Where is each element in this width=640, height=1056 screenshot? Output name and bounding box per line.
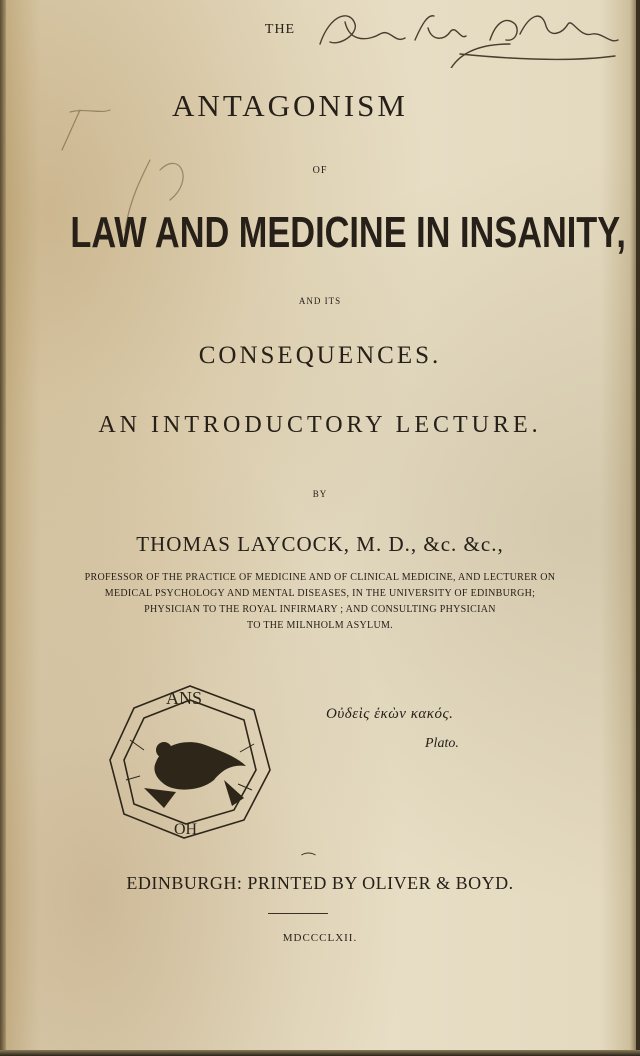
svg-text:OH: OH bbox=[174, 821, 198, 838]
title-consequences: CONSEQUENCES. bbox=[198, 342, 442, 369]
credentials-line: TO THE MILNHOLM ASYLUM. bbox=[247, 620, 393, 631]
page-edge-right bbox=[636, 0, 640, 1056]
credentials-line: PROFESSOR OF THE PRACTICE OF MEDICINE AND OF CLINICAL MEDICINE, AND LECTURER ON bbox=[84, 572, 556, 583]
epigraph: Οὐδεὶς ἑκὼν κακός. bbox=[326, 706, 454, 722]
page-edge-bottom bbox=[0, 1050, 640, 1056]
publication-date: MDCCCLXII. bbox=[282, 932, 358, 944]
epigraph-attribution: Plato. bbox=[425, 736, 459, 751]
seal-top-text: ANS bbox=[166, 688, 203, 708]
byline-by: BY bbox=[312, 489, 328, 499]
divider-rule bbox=[268, 913, 328, 914]
author-credentials bbox=[0, 570, 640, 634]
title-the: THE bbox=[264, 22, 296, 37]
credentials-line: PHYSICIAN TO THE ROYAL INFIRMARY ; AND CONSULTING PHYSICIAN bbox=[144, 604, 496, 615]
title-of: OF bbox=[312, 165, 328, 176]
page-edge-left bbox=[0, 0, 6, 1056]
printer-device-seal-icon bbox=[104, 680, 276, 842]
title-and-its: AND ITS bbox=[298, 296, 342, 306]
author-name: THOMAS LAYCOCK, M. D., &c. &c., bbox=[136, 532, 504, 556]
title-antagonism: ANTAGONISM bbox=[172, 88, 408, 123]
subtitle-lecture: AN INTRODUCTORY LECTURE. bbox=[98, 412, 542, 438]
main-title: LAW AND MEDICINE IN INSANITY, bbox=[70, 208, 626, 257]
imprint: EDINBURGH: PRINTED BY OLIVER & BOYD. bbox=[126, 873, 514, 893]
handwritten-ornament-icon: ⁀ bbox=[302, 854, 315, 871]
credentials-line: MEDICAL PSYCHOLOGY AND MENTAL DISEASES, IN THE UNIVERSITY OF EDINBURGH; bbox=[104, 588, 536, 599]
